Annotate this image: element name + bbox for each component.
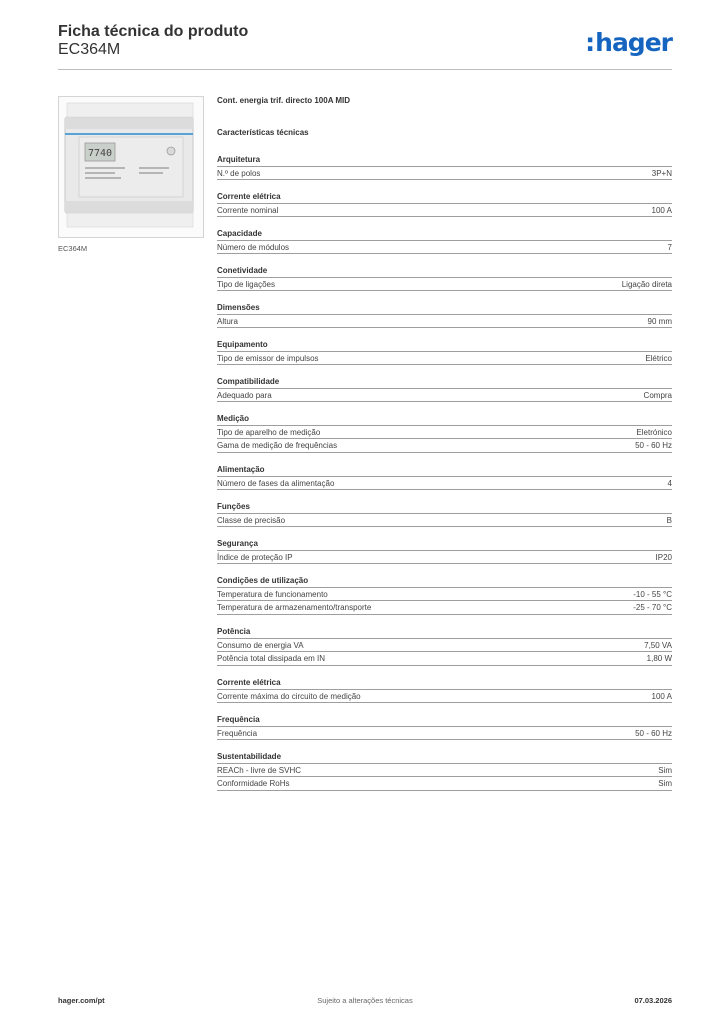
spec-row <box>217 476 672 490</box>
spec-value: Eletrónico <box>636 428 672 437</box>
section-title: Segurança <box>217 539 258 548</box>
spec-value: Sim <box>658 766 672 775</box>
spec-label: Tipo de aparelho de medição <box>217 428 321 437</box>
spec-value: -25 - 70 °C <box>633 603 672 612</box>
spec-value: 100 A <box>651 692 672 701</box>
energy-meter-icon <box>59 97 203 237</box>
spec-row <box>217 513 672 527</box>
spec-section <box>217 464 672 490</box>
spec-value: IP20 <box>655 553 672 562</box>
section-title: Sustentabilidade <box>217 752 282 761</box>
spec-row <box>217 777 672 791</box>
spec-section <box>217 501 672 527</box>
section-title: Funções <box>217 502 250 511</box>
spec-section <box>217 154 672 180</box>
spec-label: REACh - livre de SVHC <box>217 766 302 775</box>
section-title: Dimensões <box>217 303 260 312</box>
image-caption: EC364M <box>58 244 88 253</box>
spec-section <box>217 302 672 328</box>
page-footer <box>58 996 672 1010</box>
svg-text:7740: 7740 <box>88 148 113 159</box>
spec-row <box>217 425 672 439</box>
spec-row <box>217 638 672 652</box>
spec-value: 7,50 VA <box>644 641 672 650</box>
logo-text: hager <box>595 28 672 57</box>
spec-row <box>217 652 672 666</box>
spec-label: Potência total dissipada em IN <box>217 654 326 663</box>
spec-value: B <box>666 516 672 525</box>
spec-label: Tipo de ligações <box>217 280 275 289</box>
spec-section <box>217 376 672 402</box>
spec-sections <box>217 154 672 791</box>
spec-label: Corrente máxima do circuito de medição <box>217 692 361 701</box>
spec-row <box>217 388 672 402</box>
spec-section <box>217 751 672 791</box>
spec-value: 4 <box>667 479 672 488</box>
document-subtitle: EC364M <box>58 41 121 58</box>
spec-row <box>217 166 672 180</box>
product-image <box>58 96 204 238</box>
spec-value: 7 <box>667 243 672 252</box>
section-title: Corrente elétrica <box>217 678 281 687</box>
spec-value: Ligação direta <box>621 280 672 289</box>
spec-value: 50 - 60 Hz <box>635 729 672 738</box>
section-title: Equipamento <box>217 340 268 349</box>
footer-website-link[interactable]: hager.com/pt <box>58 996 105 1005</box>
spec-section <box>217 575 672 615</box>
spec-row <box>217 763 672 777</box>
spec-row <box>217 601 672 615</box>
section-title: Corrente elétrica <box>217 192 281 201</box>
section-title: Compatibilidade <box>217 377 280 386</box>
spec-label: N.º de polos <box>217 169 261 178</box>
spec-label: Gama de medição de frequências <box>217 441 338 450</box>
tech-characteristics-title: Características técnicas <box>217 128 309 137</box>
spec-label: Consumo de energia VA <box>217 641 304 650</box>
spec-row <box>217 550 672 564</box>
spec-row <box>217 587 672 601</box>
spec-label: Número de fases da alimentação <box>217 479 335 488</box>
spec-label: Índice de proteção IP <box>217 553 293 562</box>
spec-value: -10 - 55 °C <box>633 590 672 599</box>
spec-label: Conformidade RoHs <box>217 779 290 788</box>
spec-label: Altura <box>217 317 238 326</box>
spec-label: Corrente nominal <box>217 206 279 215</box>
page-header <box>58 20 672 70</box>
spec-row <box>217 277 672 291</box>
section-title: Potência <box>217 627 251 636</box>
spec-row <box>217 726 672 740</box>
spec-section <box>217 228 672 254</box>
spec-label: Temperatura de armazenamento/transporte <box>217 603 372 612</box>
product-name: Cont. energia trif. directo 100A MID <box>217 96 351 105</box>
spec-value: Sim <box>658 779 672 788</box>
section-title: Capacidade <box>217 229 262 238</box>
section-title: Frequência <box>217 715 260 724</box>
spec-label: Temperatura de funcionamento <box>217 590 328 599</box>
spec-row <box>217 314 672 328</box>
footer-notice: Sujeito a alterações técnicas <box>317 996 413 1005</box>
spec-value: Compra <box>643 391 672 400</box>
spec-label: Classe de precisão <box>217 516 286 525</box>
spec-label: Número de módulos <box>217 243 290 252</box>
spec-value: Elétrico <box>645 354 672 363</box>
spec-content <box>217 96 672 802</box>
section-title: Condições de utilização <box>217 576 309 585</box>
section-title: Alimentação <box>217 465 265 474</box>
spec-section <box>217 677 672 703</box>
spec-value: 100 A <box>651 206 672 215</box>
section-title: Medição <box>217 414 250 423</box>
spec-row <box>217 351 672 365</box>
hager-logo <box>585 28 672 57</box>
spec-row <box>217 203 672 217</box>
spec-section <box>217 714 672 740</box>
spec-value: 50 - 60 Hz <box>635 441 672 450</box>
spec-label: Adequado para <box>217 391 272 400</box>
spec-section <box>217 265 672 291</box>
spec-label: Frequência <box>217 729 258 738</box>
section-title: Conetividade <box>217 266 268 275</box>
spec-row <box>217 240 672 254</box>
document-title: Ficha técnica do produto <box>58 23 249 40</box>
spec-value: 1,80 W <box>646 654 672 663</box>
spec-section <box>217 191 672 217</box>
spec-row <box>217 439 672 453</box>
spec-label: Tipo de emissor de impulsos <box>217 354 319 363</box>
spec-section <box>217 538 672 564</box>
footer-date: 07.03.2026 <box>634 996 672 1005</box>
spec-section <box>217 339 672 365</box>
section-title: Arquitetura <box>217 155 261 164</box>
spec-row <box>217 689 672 703</box>
logo-dots-icon: : <box>585 28 595 57</box>
spec-value: 90 mm <box>647 317 672 326</box>
spec-section <box>217 626 672 666</box>
spec-section <box>217 413 672 453</box>
spec-value: 3P+N <box>651 169 672 178</box>
